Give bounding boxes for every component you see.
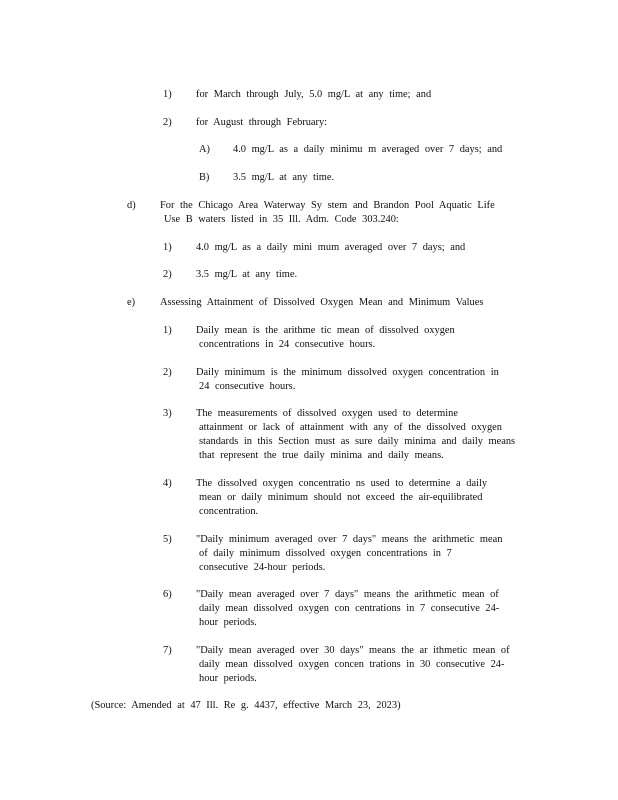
item-label: 1) xyxy=(163,242,172,253)
item-text xyxy=(160,296,483,310)
item-text-line: attainment or lack of attainment with any of the dissolved oxygen xyxy=(199,422,502,433)
item-text-line: that represent the true daily minima and daily means. xyxy=(199,450,444,461)
item-text xyxy=(196,477,487,519)
item-text xyxy=(196,366,499,394)
item-text xyxy=(196,588,499,630)
item-text-line: 24 consecutive hours. xyxy=(199,381,296,392)
item-text-line: For the Chicago Area Waterway Sy stem and Brandon Pool Aquatic Life xyxy=(160,200,495,211)
item-label: 7) xyxy=(163,645,172,656)
item-text xyxy=(196,324,455,352)
item-text-line: concentrations in 24 consecutive hours. xyxy=(199,339,376,350)
item-text-line: standards in this Section must as sure daily minima and daily means xyxy=(199,436,516,447)
item-label: d) xyxy=(127,200,136,211)
item-text xyxy=(196,88,431,102)
item-text-line: daily mean dissolved oxygen concen trations in 30 consecutive 24- xyxy=(199,659,505,670)
item-text xyxy=(196,644,510,686)
item-text xyxy=(160,199,495,227)
item-label: e) xyxy=(127,297,136,308)
item-text-line: 4.0 mg/L as a daily mini mum averaged over 7 days; and xyxy=(196,242,466,253)
item-text-line: "Daily mean averaged over 30 days" means the ar ithmetic mean of xyxy=(196,645,510,656)
item-label: 3) xyxy=(163,408,172,419)
item-text-line: consecutive 24-hour periods. xyxy=(199,562,326,573)
item-label: 2) xyxy=(163,367,172,378)
item-text xyxy=(196,241,465,255)
item-label: 1) xyxy=(163,325,172,336)
item-text-line: Use B waters listed in 35 Ill. Adm. Code 303.240: xyxy=(164,214,399,225)
item-text-line: mean or daily minimum should not exceed the air-equilibrated xyxy=(199,492,483,503)
item-text-line: concentration. xyxy=(199,506,259,517)
source-note: (Source: Amended at 47 Ill. Re g. 4437, effective March 23, 2023) xyxy=(91,700,401,711)
item-text xyxy=(233,143,502,157)
item-text-line: "Daily mean averaged over 7 days" means the arithmetic mean of xyxy=(196,589,499,600)
item-text-line: for March through July, 5.0 mg/L at any time; and xyxy=(196,89,432,100)
item-text-line: "Daily minimum averaged over 7 days" means the arithmetic mean xyxy=(196,534,503,545)
item-text-line: Daily mean is the arithme tic mean of dissolved oxygen xyxy=(196,325,455,336)
item-text-line: hour periods. xyxy=(199,673,257,684)
item-text-line: Daily minimum is the minimum dissolved oxygen concentration in xyxy=(196,367,499,378)
item-text-line: Assessing Attainment of Dissolved Oxygen Mean and Minimum Values xyxy=(160,297,484,308)
item-text-line: of daily minimum dissolved oxygen concentrations in 7 xyxy=(199,548,452,559)
item-text-line: daily mean dissolved oxygen con centrations in 7 consecutive 24- xyxy=(199,603,500,614)
item-label: 2) xyxy=(163,269,172,280)
item-text xyxy=(196,116,327,130)
item-label: A) xyxy=(199,144,210,155)
item-label: 4) xyxy=(163,478,172,489)
item-label: B) xyxy=(199,172,210,183)
item-text xyxy=(233,171,334,185)
item-text xyxy=(196,533,502,575)
item-label: 1) xyxy=(163,89,172,100)
item-text-line: The measurements of dissolved oxygen used to determine xyxy=(196,408,458,419)
item-label: 6) xyxy=(163,589,172,600)
item-label: 5) xyxy=(163,534,172,545)
item-label: 2) xyxy=(163,117,172,128)
item-text-line: 3.5 mg/L at any time. xyxy=(233,172,335,183)
item-text-line: hour periods. xyxy=(199,617,257,628)
item-text-line: 3.5 mg/L at any time. xyxy=(196,269,298,280)
item-text xyxy=(196,407,515,463)
item-text-line: The dissolved oxygen concentratio ns used to determine a daily xyxy=(196,478,488,489)
item-text xyxy=(196,268,297,282)
item-text-line: for August through February: xyxy=(196,117,328,128)
item-text-line: 4.0 mg/L as a daily minimu m averaged over 7 days; and xyxy=(233,144,503,155)
